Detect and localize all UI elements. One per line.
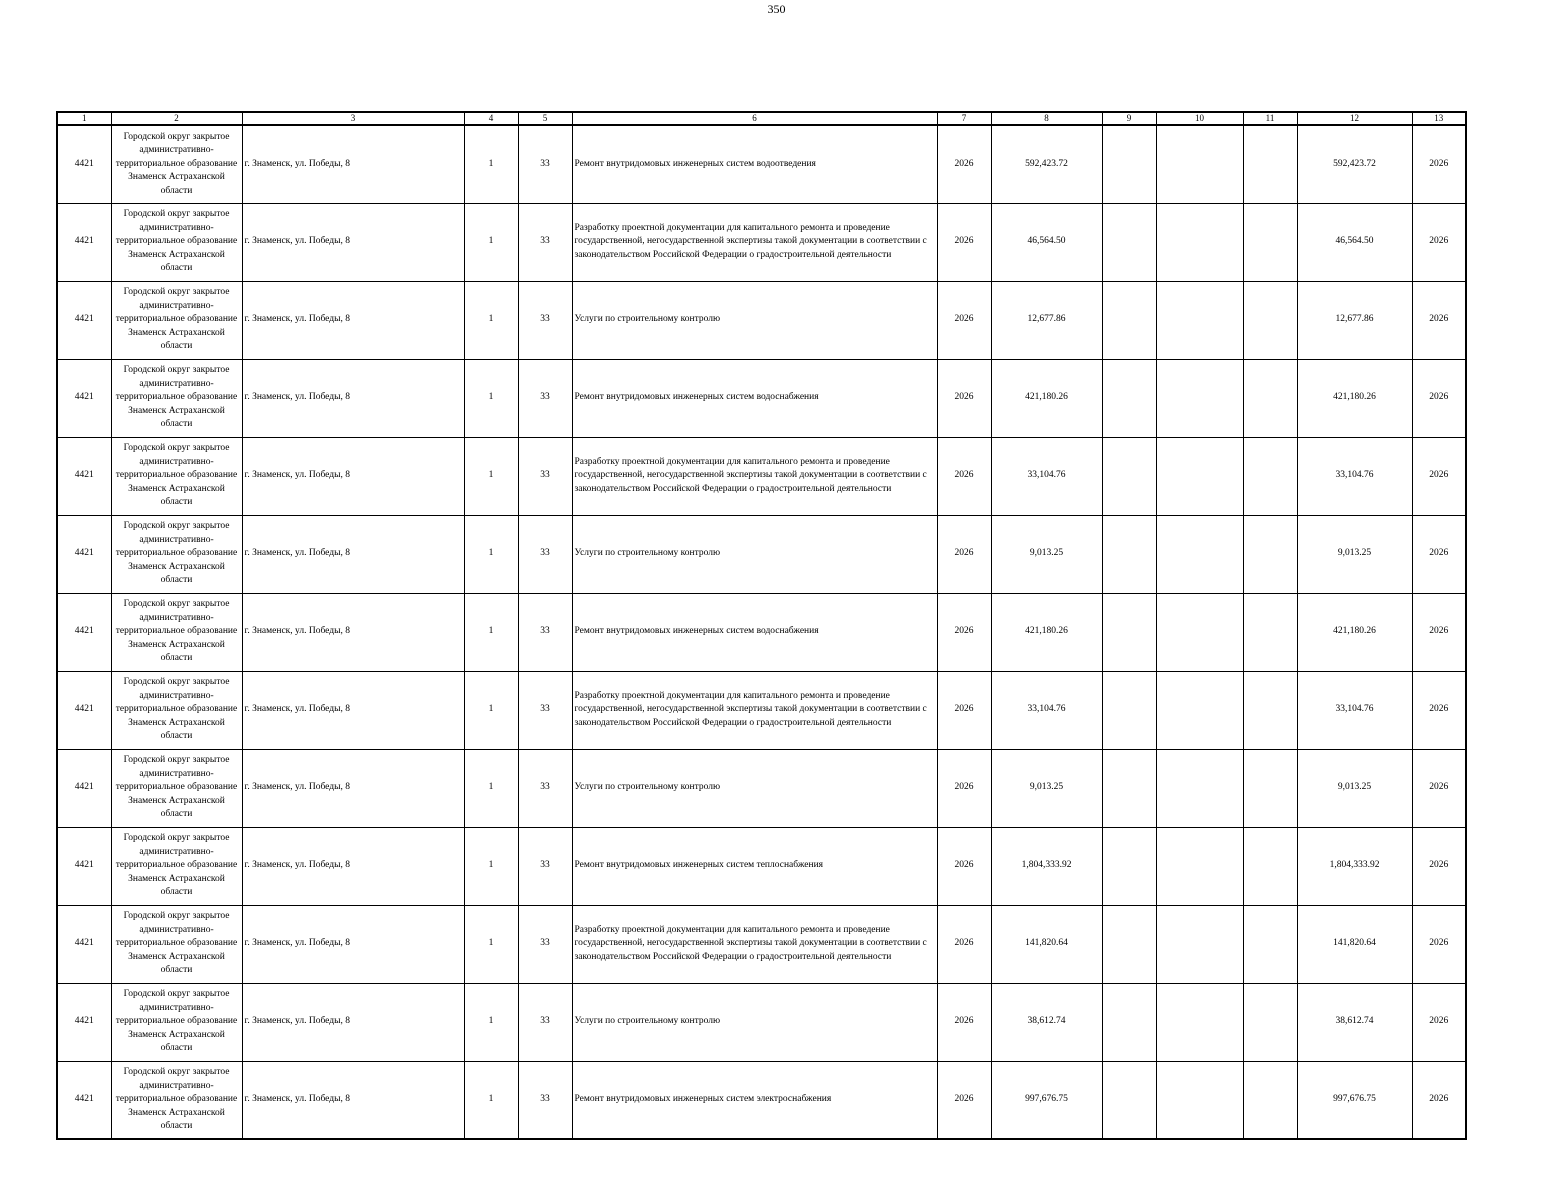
row-municipality: Городской округ закрытое административно-территориальное образование Знаменск Астраханской области	[111, 749, 242, 827]
row-col11	[1243, 437, 1297, 515]
row-col10	[1156, 281, 1243, 359]
row-col10	[1156, 515, 1243, 593]
row-col4: 1	[464, 437, 518, 515]
row-code: 4421	[57, 125, 111, 203]
row-address: г. Знаменск, ул. Победы, 8	[242, 983, 464, 1061]
row-year: 2026	[937, 125, 991, 203]
row-year-end: 2026	[1412, 515, 1466, 593]
row-amount: 421,180.26	[991, 359, 1102, 437]
row-col5: 33	[518, 983, 572, 1061]
table-row	[57, 827, 1466, 905]
row-col5: 33	[518, 827, 572, 905]
row-col4: 1	[464, 281, 518, 359]
row-year: 2026	[937, 827, 991, 905]
row-col5: 33	[518, 437, 572, 515]
row-municipality: Городской округ закрытое административно-территориальное образование Знаменск Астраханской области	[111, 125, 242, 203]
row-amount: 1,804,333.92	[991, 827, 1102, 905]
row-col9	[1102, 593, 1156, 671]
row-col10	[1156, 125, 1243, 203]
row-col5: 33	[518, 203, 572, 281]
table-row	[57, 983, 1466, 1061]
row-amount: 997,676.75	[991, 1061, 1102, 1139]
row-code: 4421	[57, 281, 111, 359]
row-amount: 9,013.25	[991, 515, 1102, 593]
table-body	[57, 125, 1466, 1139]
row-col9	[1102, 203, 1156, 281]
row-col10	[1156, 749, 1243, 827]
row-work-description: Услуги по строительному контролю	[572, 983, 937, 1061]
row-col11	[1243, 749, 1297, 827]
row-municipality: Городской округ закрытое административно-территориальное образование Знаменск Астраханской области	[111, 515, 242, 593]
row-address: г. Знаменск, ул. Победы, 8	[242, 905, 464, 983]
row-year: 2026	[937, 281, 991, 359]
column-header: 7	[937, 112, 991, 125]
row-code: 4421	[57, 515, 111, 593]
table-row	[57, 671, 1466, 749]
row-col9	[1102, 983, 1156, 1061]
header-row	[57, 112, 1466, 125]
row-col5: 33	[518, 749, 572, 827]
row-total: 421,180.26	[1297, 359, 1412, 437]
row-year-end: 2026	[1412, 671, 1466, 749]
row-year-end: 2026	[1412, 1061, 1466, 1139]
row-municipality: Городской округ закрытое административно-территориальное образование Знаменск Астраханской области	[111, 437, 242, 515]
table-row	[57, 203, 1466, 281]
table-row	[57, 905, 1466, 983]
column-header: 3	[242, 112, 464, 125]
row-col4: 1	[464, 983, 518, 1061]
column-header: 2	[111, 112, 242, 125]
row-municipality: Городской округ закрытое административно-территориальное образование Знаменск Астраханской области	[111, 203, 242, 281]
row-total: 1,804,333.92	[1297, 827, 1412, 905]
row-work-description: Ремонт внутридомовых инженерных систем водоснабжения	[572, 359, 937, 437]
row-col5: 33	[518, 905, 572, 983]
column-header: 5	[518, 112, 572, 125]
row-col4: 1	[464, 671, 518, 749]
row-year-end: 2026	[1412, 281, 1466, 359]
row-municipality: Городской округ закрытое административно-территориальное образование Знаменск Астраханской области	[111, 359, 242, 437]
row-col4: 1	[464, 749, 518, 827]
row-work-description: Услуги по строительному контролю	[572, 281, 937, 359]
table-row	[57, 593, 1466, 671]
page-number: 350	[767, 2, 786, 16]
row-col5: 33	[518, 593, 572, 671]
row-col10	[1156, 983, 1243, 1061]
row-amount: 9,013.25	[991, 749, 1102, 827]
row-address: г. Знаменск, ул. Победы, 8	[242, 203, 464, 281]
row-col11	[1243, 281, 1297, 359]
row-code: 4421	[57, 1061, 111, 1139]
row-municipality: Городской округ закрытое административно-территориальное образование Знаменск Астраханской области	[111, 983, 242, 1061]
row-year: 2026	[937, 1061, 991, 1139]
row-total: 12,677.86	[1297, 281, 1412, 359]
row-code: 4421	[57, 437, 111, 515]
table-row	[57, 125, 1466, 203]
row-address: г. Знаменск, ул. Победы, 8	[242, 593, 464, 671]
row-year-end: 2026	[1412, 125, 1466, 203]
row-code: 4421	[57, 593, 111, 671]
row-col11	[1243, 125, 1297, 203]
row-col5: 33	[518, 515, 572, 593]
row-total: 141,820.64	[1297, 905, 1412, 983]
row-total: 33,104.76	[1297, 437, 1412, 515]
row-total: 421,180.26	[1297, 593, 1412, 671]
row-col5: 33	[518, 125, 572, 203]
row-col9	[1102, 827, 1156, 905]
row-col4: 1	[464, 593, 518, 671]
row-year: 2026	[937, 359, 991, 437]
row-col4: 1	[464, 905, 518, 983]
row-address: г. Знаменск, ул. Победы, 8	[242, 827, 464, 905]
row-municipality: Городской округ закрытое административно-территориальное образование Знаменск Астраханской области	[111, 905, 242, 983]
row-work-description: Ремонт внутридомовых инженерных систем водоснабжения	[572, 593, 937, 671]
row-work-description: Ремонт внутридомовых инженерных систем электроснабжения	[572, 1061, 937, 1139]
row-col5: 33	[518, 281, 572, 359]
row-amount: 592,423.72	[991, 125, 1102, 203]
row-municipality: Городской округ закрытое административно-территориальное образование Знаменск Астраханской области	[111, 281, 242, 359]
row-col5: 33	[518, 1061, 572, 1139]
row-year-end: 2026	[1412, 905, 1466, 983]
row-col9	[1102, 515, 1156, 593]
table-row	[57, 515, 1466, 593]
row-col5: 33	[518, 359, 572, 437]
row-code: 4421	[57, 983, 111, 1061]
row-col10	[1156, 203, 1243, 281]
row-address: г. Знаменск, ул. Победы, 8	[242, 281, 464, 359]
row-year-end: 2026	[1412, 827, 1466, 905]
row-address: г. Знаменск, ул. Победы, 8	[242, 437, 464, 515]
row-address: г. Знаменск, ул. Победы, 8	[242, 749, 464, 827]
row-work-description: Ремонт внутридомовых инженерных систем водоотведения	[572, 125, 937, 203]
row-year: 2026	[937, 983, 991, 1061]
row-col9	[1102, 1061, 1156, 1139]
row-year: 2026	[937, 671, 991, 749]
row-municipality: Городской округ закрытое административно-территориальное образование Знаменск Астраханской области	[111, 593, 242, 671]
row-col9	[1102, 359, 1156, 437]
column-header: 13	[1412, 112, 1466, 125]
row-code: 4421	[57, 671, 111, 749]
row-year-end: 2026	[1412, 359, 1466, 437]
row-col9	[1102, 671, 1156, 749]
row-code: 4421	[57, 749, 111, 827]
row-amount: 33,104.76	[991, 671, 1102, 749]
row-municipality: Городской округ закрытое административно-территориальное образование Знаменск Астраханской области	[111, 827, 242, 905]
row-year: 2026	[937, 749, 991, 827]
row-col11	[1243, 593, 1297, 671]
row-col4: 1	[464, 515, 518, 593]
row-col4: 1	[464, 125, 518, 203]
row-col11	[1243, 1061, 1297, 1139]
row-address: г. Знаменск, ул. Победы, 8	[242, 671, 464, 749]
column-header: 1	[57, 112, 111, 125]
row-col4: 1	[464, 827, 518, 905]
table-row	[57, 1061, 1466, 1139]
row-work-description: Разработку проектной документации для капитального ремонта и проведение государственной, негосударственной экспертизы такой документации в соответствии с законодательством Российской Федерации о градостроительной деятельности	[572, 905, 937, 983]
row-municipality: Городской округ закрытое административно-территориальное образование Знаменск Астраханской области	[111, 671, 242, 749]
row-work-description: Услуги по строительному контролю	[572, 515, 937, 593]
row-amount: 421,180.26	[991, 593, 1102, 671]
row-code: 4421	[57, 203, 111, 281]
row-col4: 1	[464, 359, 518, 437]
table-row	[57, 749, 1466, 827]
row-col10	[1156, 359, 1243, 437]
row-col4: 1	[464, 1061, 518, 1139]
row-col11	[1243, 671, 1297, 749]
row-year: 2026	[937, 437, 991, 515]
row-work-description: Услуги по строительному контролю	[572, 749, 937, 827]
column-header: 6	[572, 112, 937, 125]
column-header: 8	[991, 112, 1102, 125]
column-header: 10	[1156, 112, 1243, 125]
row-total: 997,676.75	[1297, 1061, 1412, 1139]
table-row	[57, 359, 1466, 437]
row-col11	[1243, 905, 1297, 983]
row-amount: 141,820.64	[991, 905, 1102, 983]
row-year: 2026	[937, 905, 991, 983]
row-address: г. Знаменск, ул. Победы, 8	[242, 125, 464, 203]
column-header: 11	[1243, 112, 1297, 125]
table-row	[57, 281, 1466, 359]
row-amount: 33,104.76	[991, 437, 1102, 515]
row-year: 2026	[937, 593, 991, 671]
row-col10	[1156, 671, 1243, 749]
column-header: 9	[1102, 112, 1156, 125]
registry-table	[56, 111, 1467, 1140]
row-col10	[1156, 905, 1243, 983]
row-col9	[1102, 905, 1156, 983]
row-year: 2026	[937, 203, 991, 281]
row-code: 4421	[57, 905, 111, 983]
row-total: 9,013.25	[1297, 515, 1412, 593]
row-year-end: 2026	[1412, 437, 1466, 515]
row-col9	[1102, 437, 1156, 515]
row-col10	[1156, 593, 1243, 671]
table-row	[57, 437, 1466, 515]
row-work-description: Разработку проектной документации для капитального ремонта и проведение государственной, негосударственной экспертизы такой документации в соответствии с законодательством Российской Федерации о градостроительной деятельности	[572, 437, 937, 515]
row-work-description: Ремонт внутридомовых инженерных систем теплоснабжения	[572, 827, 937, 905]
row-work-description: Разработку проектной документации для капитального ремонта и проведение государственной, негосударственной экспертизы такой документации в соответствии с законодательством Российской Федерации о градостроительной деятельности	[572, 671, 937, 749]
row-col11	[1243, 203, 1297, 281]
row-address: г. Знаменск, ул. Победы, 8	[242, 1061, 464, 1139]
row-total: 592,423.72	[1297, 125, 1412, 203]
row-amount: 38,612.74	[991, 983, 1102, 1061]
row-work-description: Разработку проектной документации для капитального ремонта и проведение государственной, негосударственной экспертизы такой документации в соответствии с законодательством Российской Федерации о градостроительной деятельности	[572, 203, 937, 281]
row-year-end: 2026	[1412, 983, 1466, 1061]
row-col9	[1102, 749, 1156, 827]
row-col11	[1243, 827, 1297, 905]
row-code: 4421	[57, 827, 111, 905]
row-year-end: 2026	[1412, 593, 1466, 671]
row-col9	[1102, 125, 1156, 203]
row-col10	[1156, 1061, 1243, 1139]
row-amount: 46,564.50	[991, 203, 1102, 281]
row-col11	[1243, 515, 1297, 593]
row-year: 2026	[937, 515, 991, 593]
row-col9	[1102, 281, 1156, 359]
row-total: 46,564.50	[1297, 203, 1412, 281]
row-code: 4421	[57, 359, 111, 437]
row-total: 38,612.74	[1297, 983, 1412, 1061]
row-col10	[1156, 827, 1243, 905]
row-year-end: 2026	[1412, 203, 1466, 281]
row-total: 33,104.76	[1297, 671, 1412, 749]
row-col10	[1156, 437, 1243, 515]
row-col5: 33	[518, 671, 572, 749]
row-col11	[1243, 983, 1297, 1061]
row-year-end: 2026	[1412, 749, 1466, 827]
column-header: 4	[464, 112, 518, 125]
row-col11	[1243, 359, 1297, 437]
row-col4: 1	[464, 203, 518, 281]
row-address: г. Знаменск, ул. Победы, 8	[242, 359, 464, 437]
row-address: г. Знаменск, ул. Победы, 8	[242, 515, 464, 593]
column-header: 12	[1297, 112, 1412, 125]
row-municipality: Городской округ закрытое административно-территориальное образование Знаменск Астраханской области	[111, 1061, 242, 1139]
row-total: 9,013.25	[1297, 749, 1412, 827]
row-amount: 12,677.86	[991, 281, 1102, 359]
